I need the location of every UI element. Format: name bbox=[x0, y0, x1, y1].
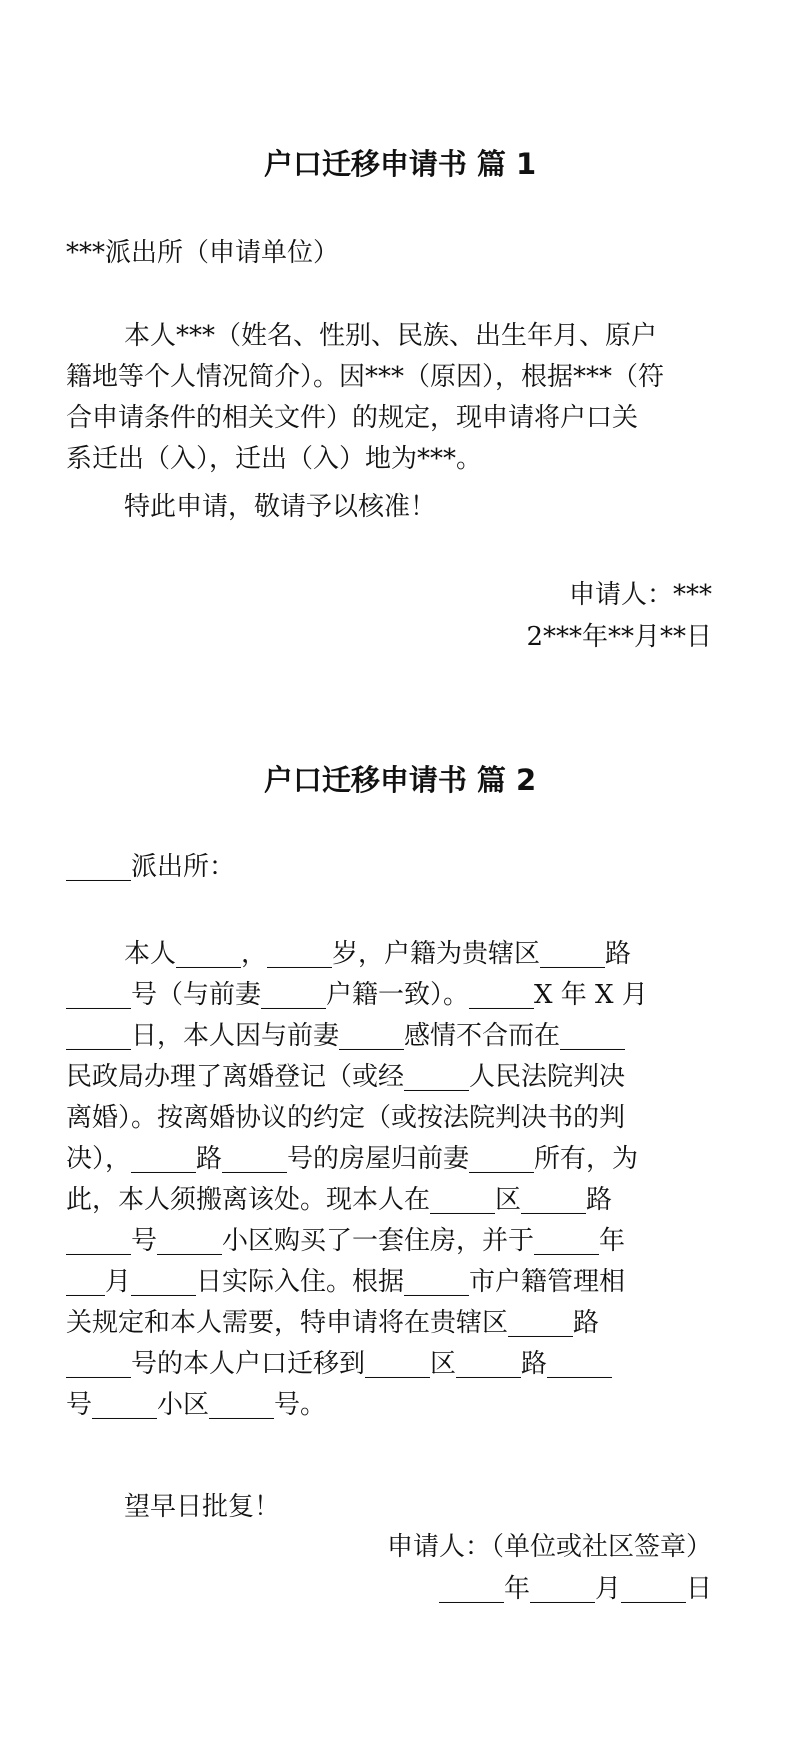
article1-closing: 特此申请，敬请予以核准！ bbox=[124, 492, 437, 522]
article2-body-line: 决），_____路_____号的房屋归前妻_____所有，为 bbox=[66, 1144, 639, 1174]
article1-body-line: 籍地等个人情况简介）。因***（原因），根据***（符 bbox=[66, 362, 665, 392]
article1-body-line: 合申请条件的相关文件）的规定，现申请将户口关 bbox=[66, 403, 639, 433]
article2-body bbox=[66, 934, 716, 1426]
article1-body-line: 系迁出（入），迁出（入）地为***。 bbox=[66, 444, 483, 474]
article2-closing: 望早日批复！ bbox=[124, 1492, 281, 1522]
article2-body-line: 此，本人须搬离该处。现本人在_____区_____路 bbox=[66, 1185, 613, 1215]
article2-body-line: 离婚）。按离婚协议的约定（或按法院判决书的判 bbox=[66, 1103, 626, 1133]
article2-body-line: 关规定和本人需要，特申请将在贵辖区_____路 bbox=[66, 1308, 600, 1338]
article1-title: 户口迁移申请书 篇 1 bbox=[263, 147, 537, 181]
article2-body-line: _____号_____小区购买了一套住房，并于_____年 bbox=[66, 1226, 626, 1256]
article2-body-line: _____号的本人户口迁移到_____区_____路_____ bbox=[66, 1349, 613, 1379]
article2-applicant: 申请人：（单位或社区签章） bbox=[386, 1532, 712, 1562]
article2-body-line: ___月_____日实际入住。根据_____市户籍管理相 bbox=[66, 1267, 626, 1297]
article2-body-line: 号_____小区_____号。 bbox=[66, 1390, 327, 1420]
article2-body-line: _____日，本人因与前妻_____感情不合而在_____ bbox=[66, 1021, 626, 1051]
article2-body-line: 本人_____，_____岁，户籍为贵辖区_____路 bbox=[124, 939, 632, 969]
article2-body-line: _____号（与前妻_____户籍一致）。_____X 年 X 月 bbox=[66, 980, 648, 1010]
article1-body-line: 本人***（姓名、性别、民族、出生年月、原户 bbox=[124, 321, 658, 351]
article1-body bbox=[66, 316, 716, 480]
article2-body-line: 民政局办理了离婚登记（或经_____人民法院判决 bbox=[66, 1062, 626, 1092]
article2-title: 户口迁移申请书 篇 2 bbox=[263, 763, 537, 797]
article2-date: _____年_____月_____日 bbox=[438, 1574, 712, 1604]
article1-applicant: 申请人：*** bbox=[568, 580, 712, 610]
article1-addressee: ***派出所（申请单位） bbox=[66, 238, 340, 268]
article2-addressee: _____派出所： bbox=[66, 852, 236, 882]
article1-date: 2***年**月**日 bbox=[526, 622, 712, 652]
